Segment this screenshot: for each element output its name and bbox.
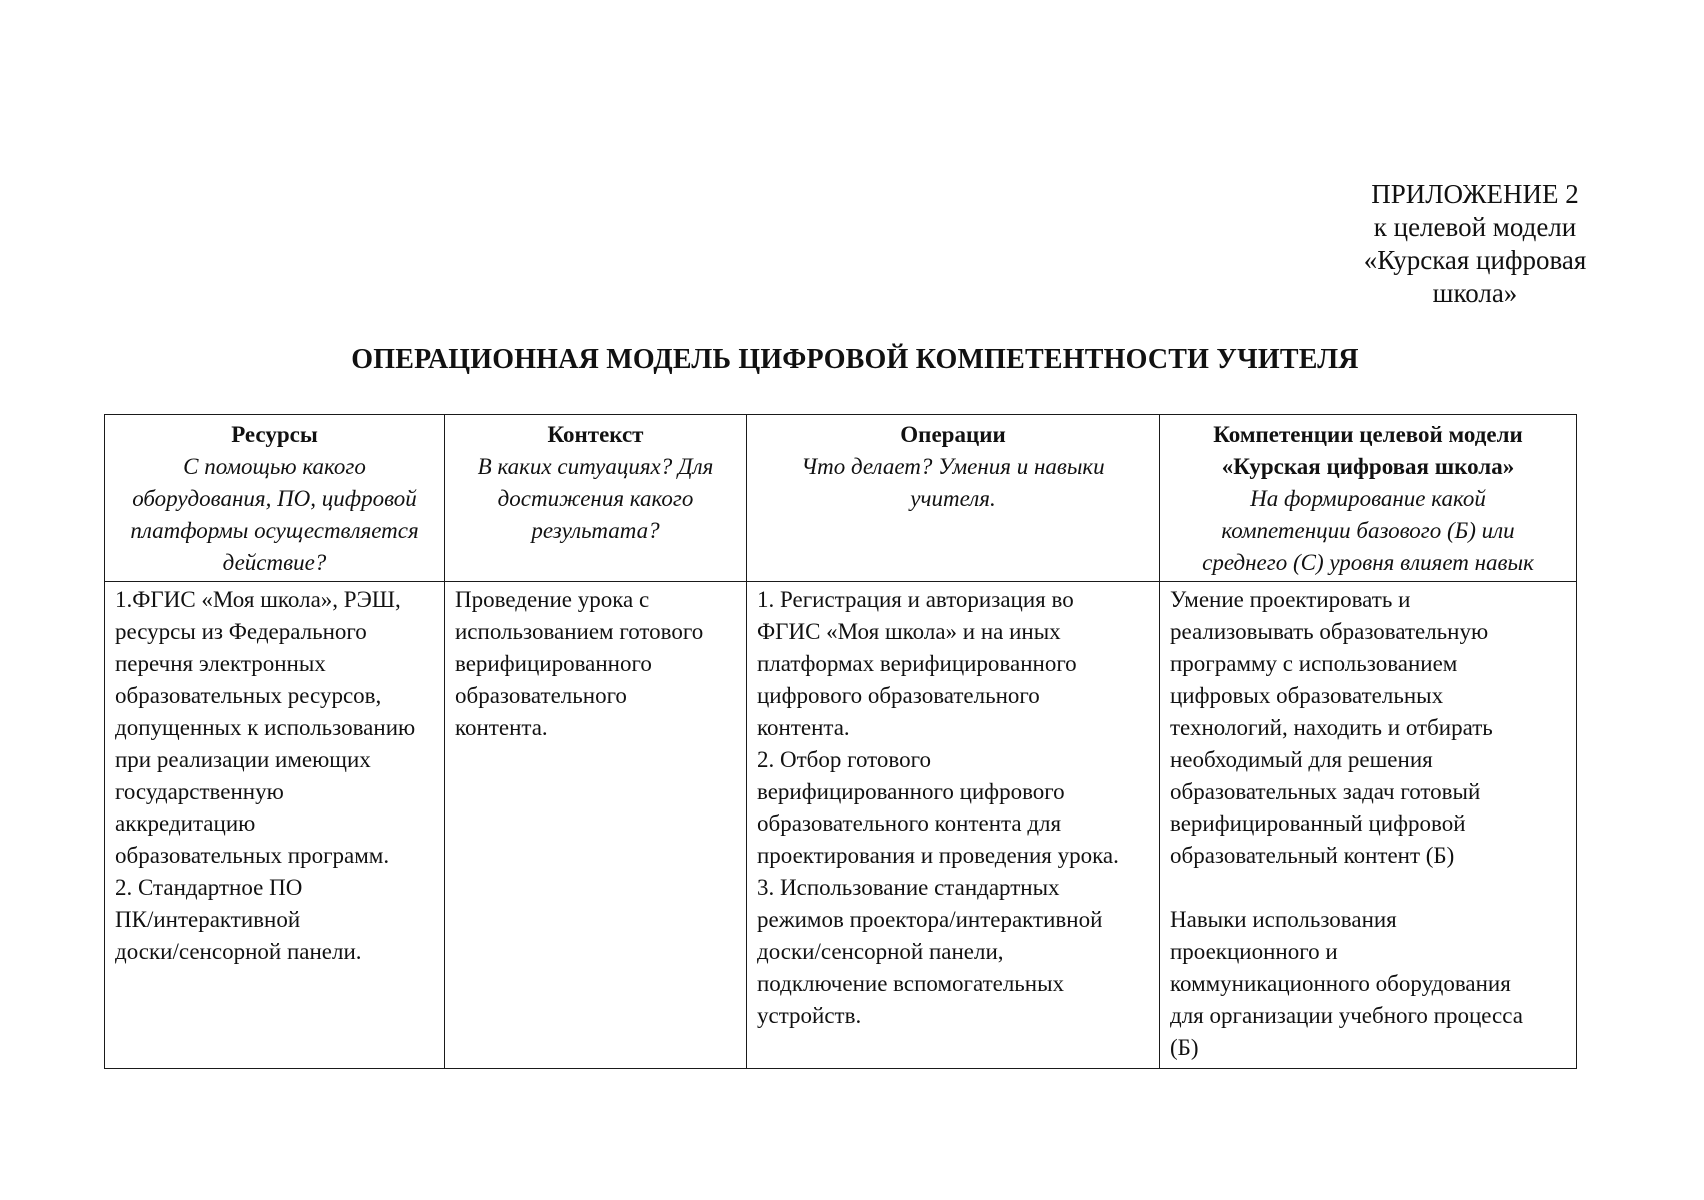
cell-line: цифровых образовательных	[1170, 683, 1444, 708]
cell-line: Навыки использования	[1170, 907, 1397, 932]
cell-line: 2. Отбор готового	[757, 747, 931, 772]
header-question: На формирование какой	[1250, 486, 1486, 511]
appendix-heading	[1290, 178, 1660, 310]
header-question: учителя.	[910, 486, 996, 511]
cell-line: образовательных задач готовый	[1170, 779, 1481, 804]
cell-line: контента.	[455, 715, 548, 740]
header-question: В каких ситуациях? Для	[477, 454, 714, 479]
header-question: оборудования, ПО, цифровой	[132, 486, 417, 511]
cell-line: доски/сенсорной панели.	[115, 939, 362, 964]
document-title: ОПЕРАЦИОННАЯ МОДЕЛЬ ЦИФРОВОЙ КОМПЕТЕНТНОСТИ УЧИТЕЛЯ	[351, 344, 1359, 375]
cell-line: коммуникационного оборудования	[1170, 971, 1511, 996]
appendix-line: школа»	[1432, 278, 1518, 308]
cell-line: образовательный контент (Б)	[1170, 843, 1455, 868]
cell-line: допущенных к использованию	[115, 715, 416, 740]
cell-line: подключение вспомогательных	[757, 971, 1065, 996]
header-title: Операции	[900, 422, 1006, 447]
cell-line: ФГИС «Моя школа» и на иных	[757, 619, 1061, 644]
cell-line: образовательного контента для	[757, 811, 1062, 836]
cell-line: реализовывать образовательную	[1170, 619, 1489, 644]
cell-line: аккредитацию	[115, 811, 256, 836]
cell-line: контента.	[757, 715, 850, 740]
header-question: С помощью какого	[183, 454, 366, 479]
cell-line: верифицированного	[455, 651, 652, 676]
cell-line: использованием готового	[455, 619, 704, 644]
header-question: действие?	[222, 550, 327, 575]
cell-line: программу с использованием	[1170, 651, 1458, 676]
cell-line: устройств.	[757, 1003, 862, 1028]
cell-line: перечня электронных	[115, 651, 326, 676]
header-resources	[105, 415, 445, 582]
header-question: результата?	[531, 518, 660, 543]
header-question: платформы осуществляется	[130, 518, 419, 543]
table-header-row	[105, 415, 1577, 582]
header-competencies	[1160, 415, 1577, 582]
cell-resources	[105, 582, 445, 1069]
cell-line: технологий, находить и отбирать	[1170, 715, 1493, 740]
paragraph-gap	[1170, 872, 1566, 904]
cell-line: доски/сенсорной панели,	[757, 939, 1004, 964]
cell-line: цифрового образовательного	[757, 683, 1040, 708]
cell-line: ресурсы из Федерального	[115, 619, 367, 644]
header-title: Контекст	[547, 422, 644, 447]
cell-line: верифицированный цифровой	[1170, 811, 1466, 836]
header-question: компетенции базового (Б) или	[1221, 518, 1515, 543]
cell-line: проекционного и	[1170, 939, 1338, 964]
cell-line: Умение проектировать и	[1170, 587, 1411, 612]
appendix-line: к целевой модели	[1373, 212, 1577, 242]
cell-line: ПК/интерактивной	[115, 907, 301, 932]
cell-line: образовательных программ.	[115, 843, 390, 868]
cell-line: режимов проектора/интерактивной	[757, 907, 1103, 932]
competence-model-table	[104, 414, 1577, 1069]
header-question: достижения какого	[497, 486, 694, 511]
header-context	[445, 415, 747, 582]
appendix-line: ПРИЛОЖЕНИЕ 2	[1371, 179, 1579, 209]
cell-line: 2. Стандартное ПО	[115, 875, 303, 900]
cell-line: 1. Регистрация и авторизация во	[757, 587, 1074, 612]
cell-line: проектирования и проведения урока.	[757, 843, 1119, 868]
header-title: Ресурсы	[231, 422, 318, 447]
header-title: «Курская цифровая школа»	[1221, 454, 1515, 479]
cell-line: платформах верифицированного	[757, 651, 1077, 676]
cell-line: 3. Использование стандартных	[757, 875, 1060, 900]
cell-line: для организации учебного процесса	[1170, 1003, 1523, 1028]
cell-line: образовательного	[455, 683, 627, 708]
cell-line: при реализации имеющих	[115, 747, 371, 772]
cell-line: образовательных ресурсов,	[115, 683, 382, 708]
cell-line: государственную	[115, 779, 284, 804]
cell-operations	[747, 582, 1160, 1069]
cell-line: Проведение урока с	[455, 587, 650, 612]
header-question: среднего (С) уровня влияет навык	[1202, 550, 1534, 575]
cell-competencies	[1160, 582, 1577, 1069]
cell-line: верифицированного цифрового	[757, 779, 1065, 804]
cell-line: 1.ФГИС «Моя школа», РЭШ,	[115, 587, 401, 612]
cell-line: необходимый для решения	[1170, 747, 1433, 772]
cell-context	[445, 582, 747, 1069]
table-row	[105, 582, 1577, 1069]
cell-line: (Б)	[1170, 1035, 1199, 1060]
header-operations	[747, 415, 1160, 582]
header-title: Компетенции целевой модели	[1213, 422, 1523, 447]
header-question: Что делает? Умения и навыки	[801, 454, 1105, 479]
appendix-line: «Курская цифровая	[1363, 245, 1587, 275]
